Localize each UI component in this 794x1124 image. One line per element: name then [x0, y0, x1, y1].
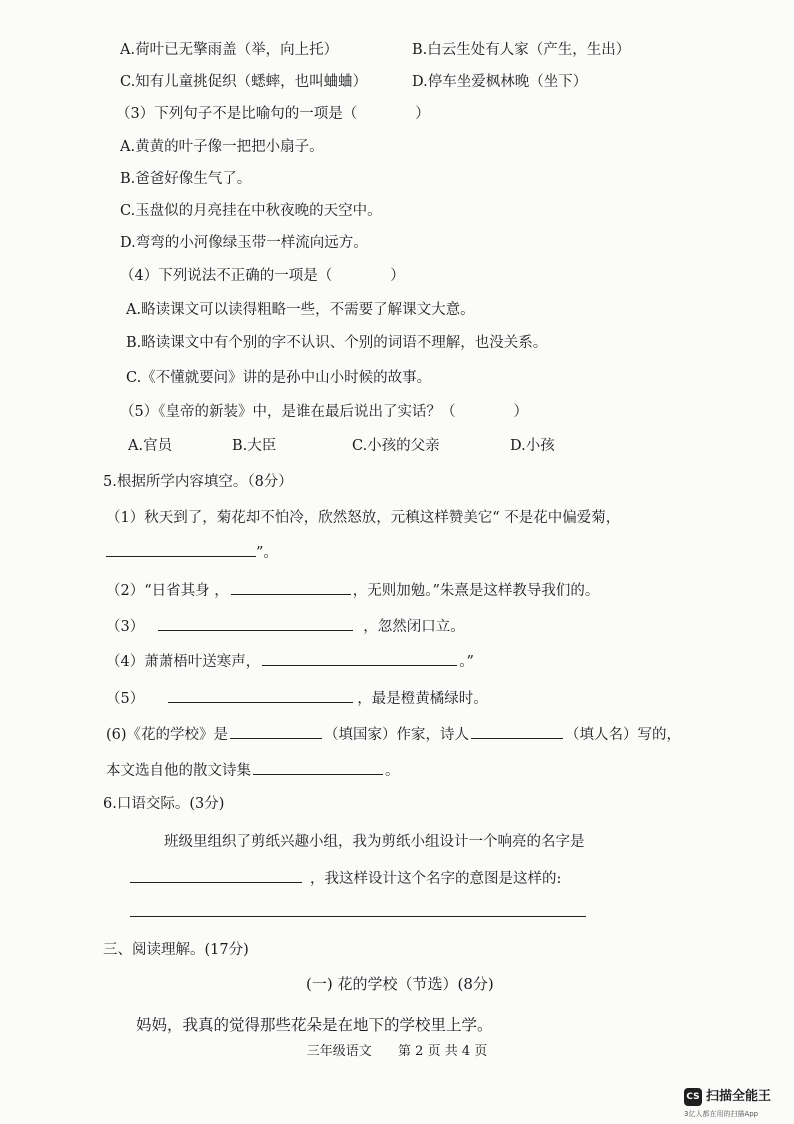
- fill-q5-1-cont: ”。: [106, 542, 278, 563]
- fill-q5-6-cont: 本文选自他的散文诗集 。: [106, 760, 400, 781]
- fill-q5-5: （5） ，最是橙黄橘绿时。: [106, 688, 488, 709]
- option-q4-3-b: B.爸爸好像生气了。: [120, 171, 252, 187]
- fill-q5-4: （4）萧萧梧叶送寒声， 。”: [106, 651, 474, 672]
- camscanner-logo-icon: CS: [684, 1088, 702, 1106]
- answer-blank[interactable]: [168, 688, 353, 703]
- option-q4-5-d: D.小孩: [510, 438, 555, 454]
- option-q4-4-a: A.略读课文可以读得粗略一些，不需要了解课文大意。: [126, 302, 475, 318]
- answer-blank[interactable]: [262, 651, 457, 666]
- option-q4-5-c: C.小孩的父亲: [352, 438, 440, 454]
- option-q4-3-d: D.弯弯的小河像绿玉带一样流向远方。: [120, 235, 368, 251]
- watermark-tagline: 3亿人都在用的扫描App: [684, 1110, 759, 1118]
- fill-q5-1-text: （1）秋天到了，菊花却不怕冷，欣然怒放，元稹这样赞美它“ 不是花中偏爱菊，: [106, 510, 621, 526]
- answer-blank[interactable]: [471, 724, 563, 739]
- question-q4-5: （5）《皇帝的新装》中，是谁在最后说出了实话？（ ）: [120, 404, 528, 420]
- scanner-watermark: [684, 1088, 788, 1120]
- option-q4-5-a: A.官员: [128, 438, 173, 454]
- fill-q5-6: (6)《花的学校》是 （填国家）作家，诗人 （填人名）写的，: [106, 724, 681, 745]
- answer-blank[interactable]: [230, 724, 322, 739]
- option-q4-2-a: A.荷叶已无擎雨盖（举，向上托）: [120, 42, 339, 58]
- watermark-name: 扫描全能王: [706, 1089, 772, 1104]
- passage-title: (一) 花的学校（节选）(8分): [306, 975, 494, 993]
- answer-blank[interactable]: [130, 868, 302, 883]
- option-q4-4-b: B.略读课文中有个别的字不认识、个别的词语不理解，也没关系。: [126, 335, 548, 351]
- answer-blank[interactable]: [231, 580, 351, 595]
- question-q4-3: （3）下列句子不是比喻句的一项是（ ）: [116, 106, 430, 122]
- section-title-q5: 5.根据所学内容填空。（8分）: [103, 474, 293, 490]
- page-footer: [0, 1040, 794, 1059]
- answer-blank[interactable]: [106, 542, 256, 557]
- option-q4-3-c: C.玉盘似的月亮挂在中秋夜晚的天空中。: [120, 203, 382, 219]
- option-q4-2-d: D.停车坐爱枫林晚（坐下）: [412, 74, 588, 90]
- footer-subject: 三年级语文: [306, 1044, 372, 1059]
- option-q4-2-c: C.知有儿童挑促织（蟋蟀，也叫蛐蛐）: [120, 74, 368, 90]
- section-title-reading: 三、阅读理解。(17分): [103, 942, 249, 958]
- option-q4-2-b: B.白云生处有人家（产生，生出）: [412, 42, 631, 58]
- fill-q5-2: （2）“日省其身 ， ，无则加勉。”朱熹是这样教导我们的。: [106, 580, 599, 601]
- option-q4-5-b: B.大臣: [232, 438, 277, 454]
- answer-blank[interactable]: [158, 616, 353, 631]
- passage-paragraph: 妈妈，我真的觉得那些花朵是在地下的学校里上学。: [136, 1016, 493, 1034]
- prompt-q6: 班级里组织了剪纸兴趣小组，我为剪纸小组设计一个响亮的名字是: [164, 834, 585, 850]
- option-q4-4-c: C.《不懂就要问》讲的是孙中山小时候的故事。: [126, 370, 432, 386]
- question-q4-4: （4）下列说法不正确的一项是（ ）: [120, 268, 405, 284]
- answer-line[interactable]: [130, 916, 586, 917]
- option-q4-3-a: A.黄黄的叶子像一把把小扇子。: [120, 139, 324, 155]
- footer-page-number: 第 2 页 共 4 页: [398, 1044, 488, 1059]
- answer-blank[interactable]: [253, 760, 383, 775]
- section-title-q6: 6.口语交际。(3分): [103, 796, 225, 812]
- fill-q5-3: （3） ，忽然闭口立。: [106, 616, 465, 637]
- fill-q6-1: ，我这样设计这个名字的意图是这样的:: [130, 868, 561, 889]
